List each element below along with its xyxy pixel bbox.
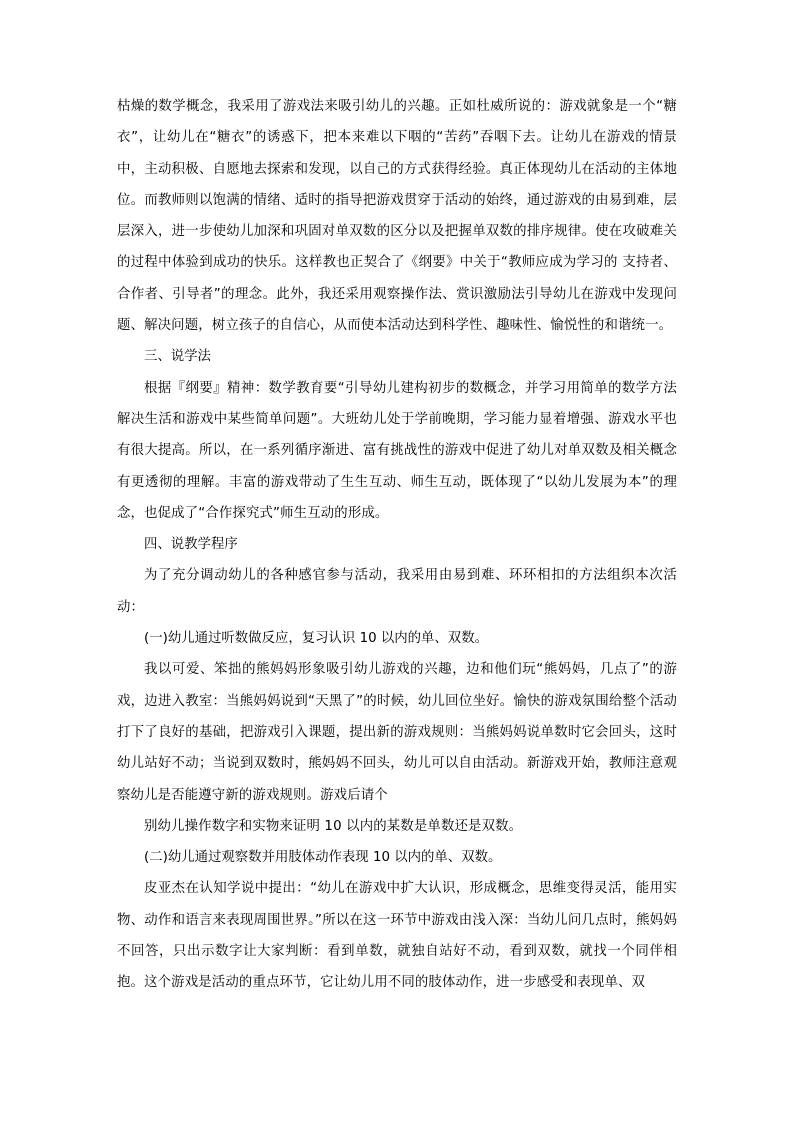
paragraph-step-two: 皮亚杰在认知学说中提出：“幼儿在游戏中扩大认识，形成概念，思维变得灵活，能用实物、动作和语言来表现周围世界。”所以在这一环节中游戏由浅入深：当幼儿问几点时，熊妈妈不回答，只出示数字让大家判断：看到单数，就独自站好不动，看到双数，就找一个同伴相抱。这个游戏是活动的重点环节，它让幼儿用不同的肢体动作，进一步感受和表现单、双 — [117, 881, 677, 991]
section-heading-learning-method: 三、说学法 — [144, 349, 211, 365]
section-heading-teaching-procedure: 四、说教学程序 — [144, 537, 238, 553]
subheading-step-one: (一)幼儿通过听数做反应，复习认识 10 以内的单、双数。 — [144, 631, 488, 647]
paragraph-step-one: 我以可爱、笨拙的熊妈妈形象吸引幼儿游戏的兴趣，边和他们玩“熊妈妈，几点了”的游戏，边进入教室：当熊妈妈说到“天黑了”的时候，幼儿回位坐好。愉快的游戏氛围给整个活动打下了良好的基础，把游戏引入课题，提出新的游戏规则：当熊妈妈说单数时它会回头，这时幼儿站好不动；当说到双数时，熊妈妈不回头，幼儿可以自由活动。新游戏开始，教师注意观察幼儿是否能遵守新的游戏规则。游戏后请个 — [117, 662, 677, 803]
paragraph-step-one-continued: 别幼儿操作数字和实物来证明 10 以内的某数是单数还是双数。 — [144, 818, 523, 834]
paragraph-procedure-intro: 为了充分调动幼儿的各种感官参与活动，我采用由易到难、环环相扣的方法组织本次活动： — [117, 568, 677, 615]
paragraph-learning-method: 根据『纲要』精神：数学教育要“引导幼儿建构初步的数概念，并学习用简单的数学方法解决生活和游戏中某些简单问题”。大班幼儿处于学前晚期，学习能力显着增强、游戏水平也有很大提高。所以，在一系列循序渐进、富有挑战性的游戏中促进了幼儿对单双数及相关概念有更透彻的理解。丰富的游戏带动了生生互动、师生互动，既体现了“以幼儿发展为本”的理念，也促成了“合作探究式”师生互动的形成。 — [117, 380, 677, 521]
paragraph-teaching-method: 枯燥的数学概念，我采用了游戏法来吸引幼儿的兴趣。正如杜威所说的：游戏就象是一个“糖衣”，让幼儿在“糖衣”的诱惑下，把本来难以下咽的“苦药”吞咽下去。让幼儿在游戏的情景中，主动积极、自愿地去探索和发现，以自己的方式获得经验。真正体现幼儿在活动的主体地位。而教师则以饱满的情绪、适时的指导把游戏贯穿于活动的始终，通过游戏的由易到难，层层深入，进一步使幼儿加深和巩固对单双数的区分以及把握单双数的排序规律。使在攻破难关的过程中体验到成功的快乐。这样教也正契合了《纲要》中关于“教师应成为学习的 支持者、合作者、引导者”的理念。此外，我还采用观察操作法、赏识激励法引导幼儿在游戏中发现问题、解决问题，树立孩子的自信心，从而使本活动达到科学性、趣味性、愉悦性的和谐统一。 — [117, 99, 677, 334]
document-body — [117, 91, 677, 999]
subheading-step-two: (二)幼儿通过观察数并用肢体动作表现 10 以内的单、双数。 — [144, 850, 502, 866]
